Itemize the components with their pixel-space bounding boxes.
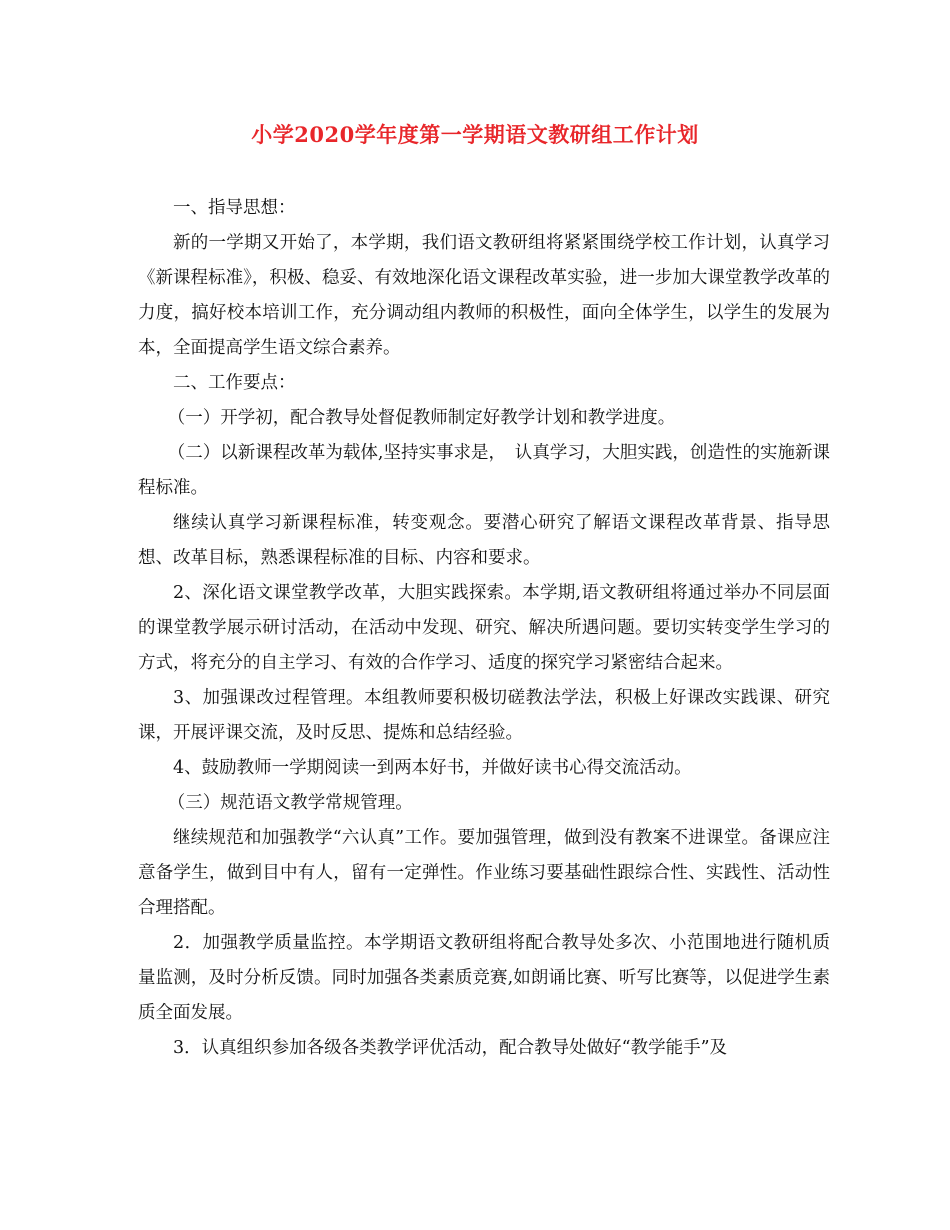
paragraph-point-1: （一）开学初，配合教导处督促教师制定好教学计划和教学进度。	[167, 408, 676, 428]
paragraph-study-standards: 继续认真学习新课程标准，转变观念。要潜心研究了解语文课程改革背景、指导思想、改革目标，熟悉课程标准的目标、内容和要求。	[138, 513, 830, 568]
heading-guiding-thought: 一、指导思想：	[173, 198, 296, 218]
document-title: 小学2020学年度第一学期语文教研组工作计划	[251, 122, 699, 147]
heading-work-points: 二、工作要点：	[173, 373, 296, 393]
paragraph-deepen-reform: 2、深化语文课堂教学改革，大胆实践探索。本学期,语文教研组将通过举办不同层面的课堂教学展示研讨活动，在活动中发现、研究、解决所遇问题。要切实转变学生学习的方式，将充分的自主学习、有效的合作学习、适度的探究学习紧密结合起来。	[138, 583, 830, 673]
document-body	[138, 191, 830, 1066]
paragraph-evaluation: 3．认真组织参加各级各类教学评优活动，配合教导处做好“教学能手”及	[173, 1038, 728, 1058]
paragraph-reading: 4、鼓励教师一学期阅读一到两本好书，并做好读书心得交流活动。	[173, 758, 692, 778]
paragraph-quality-monitoring: 2．加强教学质量监控。本学期语文教研组将配合教导处多次、小范围地进行随机质量监测，及时分析反馈。同时加强各类素质竞赛,如朗诵比赛、听写比赛等，以促进学生素质全面发展。	[138, 933, 830, 1023]
paragraph-process-management: 3、加强课改过程管理。本组教师要积极切磋教法学法，积极上好课改实践课、研究课，开展评课交流，及时反思、提炼和总结经验。	[138, 688, 830, 743]
paragraph-point-3: （三）规范语文教学常规管理。	[167, 793, 413, 813]
paragraph-intro: 新的一学期又开始了，本学期，我们语文教研组将紧紧围绕学校工作计划，认真学习《新课程标准》，积极、稳妥、有效地深化语文课程改革实验，进一步加大课堂教学改革的力度，搞好校本培训工作，充分调动组内教师的积极性，面向全体学生，以学生的发展为本，全面提高学生语文综合素养。	[138, 233, 830, 358]
paragraph-point-2: （二）以新课程改革为载体,坚持实事求是， 认真学习，大胆实践，创造性的实施新课程标准。	[138, 443, 830, 498]
paragraph-six-earnest: 继续规范和加强教学“六认真”工作。要加强管理，做到没有教案不进课堂。备课应注意备学生，做到目中有人，留有一定弹性。作业练习要基础性跟综合性、实践性、活动性合理搭配。	[138, 828, 830, 918]
